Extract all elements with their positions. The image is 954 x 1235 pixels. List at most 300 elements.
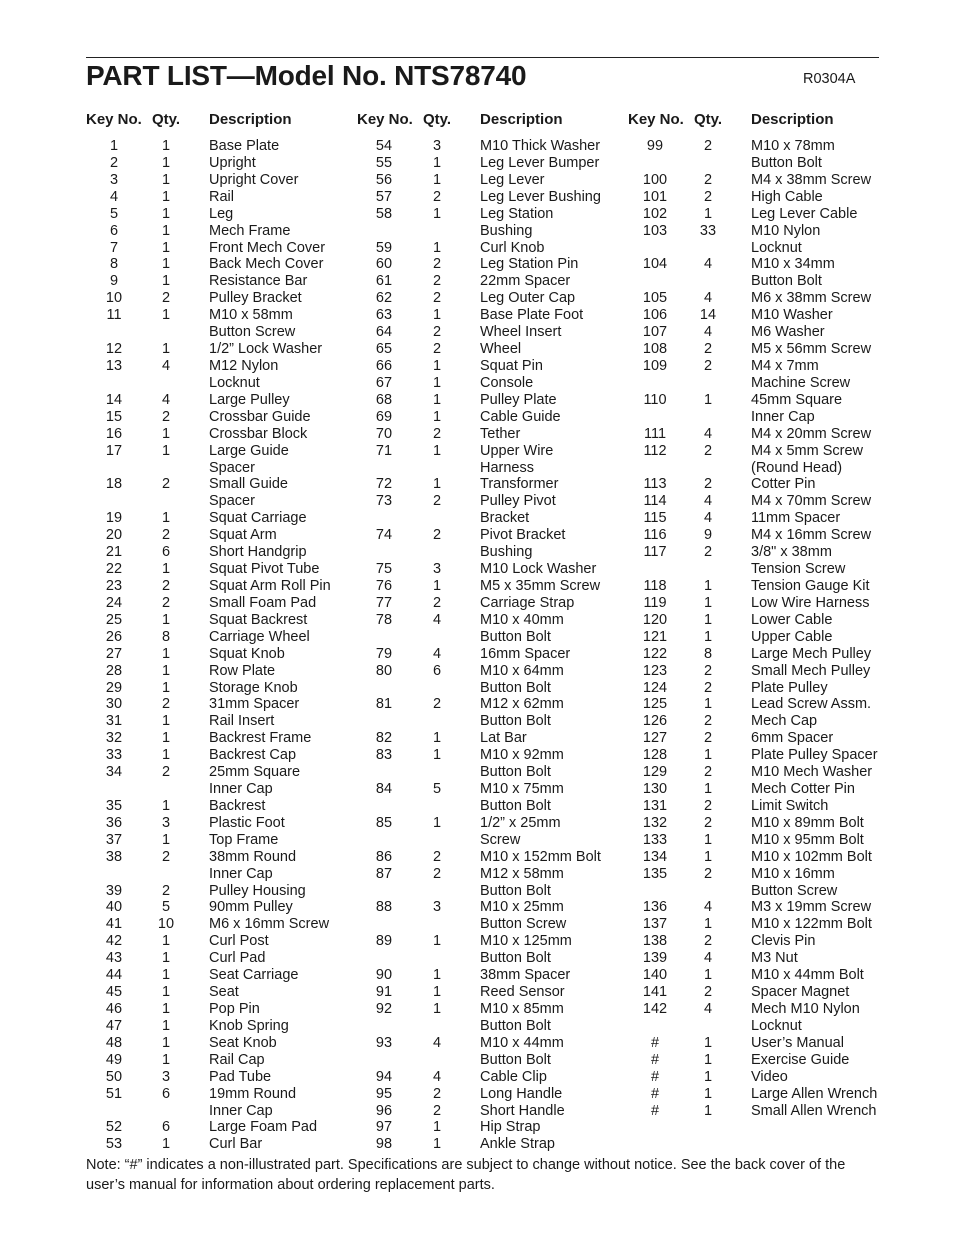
part-key-no: 37 <box>105 831 123 848</box>
part-qty: 1 <box>432 374 442 391</box>
part-description: Leg Outer Cap <box>480 290 576 307</box>
part-description: Button Bolt <box>480 628 551 645</box>
part-key-no: 101 <box>642 188 668 205</box>
part-description: Screw <box>480 831 521 848</box>
part-qty: 3 <box>161 814 171 831</box>
part-key-no: 111 <box>643 425 667 442</box>
part-description: Seat <box>209 984 239 1001</box>
part-key-no: 38 <box>105 848 123 865</box>
part-description: Row Plate <box>209 662 276 679</box>
part-qty: 4 <box>703 290 713 307</box>
part-description: Squat Carriage <box>209 510 307 527</box>
part-qty: 2 <box>161 882 171 899</box>
part-key-no: 8 <box>109 256 119 273</box>
part-description: M4 x 20mm Screw <box>751 425 872 442</box>
part-key-no: 122 <box>642 645 668 662</box>
part-key-no: 22 <box>105 561 123 578</box>
part-qty: 4 <box>703 950 713 967</box>
part-qty: 2 <box>161 594 171 611</box>
part-key-no: 1 <box>109 138 119 154</box>
part-qty: 1 <box>432 1136 442 1153</box>
part-qty: 2 <box>432 324 442 341</box>
part-key-no: 59 <box>375 239 393 256</box>
part-key-no: 138 <box>642 933 668 950</box>
part-key-no: 125 <box>642 696 668 713</box>
part-key-no: 81 <box>375 696 393 713</box>
part-description: Large Mech Pulley <box>751 645 872 662</box>
part-qty: 6 <box>161 544 171 561</box>
part-key-no: 126 <box>642 713 668 730</box>
part-key-no: 130 <box>642 781 668 798</box>
part-description: Transformer <box>480 476 559 493</box>
part-description: M10 x 78mm <box>751 138 835 154</box>
part-key-no: 104 <box>642 256 668 273</box>
part-description: 38mm Spacer <box>480 967 571 984</box>
part-qty: 14 <box>699 307 717 324</box>
part-qty: 2 <box>703 341 713 358</box>
part-description: M10 Washer <box>751 307 833 324</box>
part-qty: 2 <box>161 476 171 493</box>
part-description: Pulley Plate <box>480 391 557 408</box>
part-key-no: 34 <box>105 764 123 781</box>
part-key-no: # <box>650 1068 660 1085</box>
part-key-no: 102 <box>642 205 668 222</box>
part-description: 6mm Spacer <box>751 730 834 747</box>
part-description: Leg Lever Bumper <box>480 154 600 171</box>
part-qty: 1 <box>703 611 713 628</box>
part-description: Button Bolt <box>480 797 551 814</box>
part-key-no: 19 <box>105 510 123 527</box>
part-key-no: 2 <box>109 154 119 171</box>
part-description: Pop Pin <box>209 1001 260 1018</box>
part-qty: 2 <box>161 764 171 781</box>
part-key-no: 112 <box>643 442 667 459</box>
part-key-no: 68 <box>375 391 393 408</box>
part-qty: 1 <box>432 577 442 594</box>
part-description: Upright <box>209 154 256 171</box>
part-description: Tension Gauge Kit <box>751 577 870 594</box>
part-description: Backrest Cap <box>209 747 297 764</box>
part-qty: 2 <box>432 1102 442 1119</box>
part-qty: 1 <box>161 273 171 290</box>
part-key-no: 4 <box>109 188 119 205</box>
part-key-no: 51 <box>105 1085 123 1102</box>
part-qty: 2 <box>703 865 713 882</box>
part-key-no: 89 <box>375 933 393 950</box>
part-description: 45mm Square <box>751 391 843 408</box>
part-qty: 1 <box>161 1001 171 1018</box>
part-qty: 1 <box>703 1034 713 1051</box>
part-description: Large Allen Wrench <box>751 1085 878 1102</box>
part-description: M6 x 38mm Screw <box>751 290 872 307</box>
part-description: M10 x 44mm Bolt <box>751 967 864 984</box>
part-description: M10 x 102mm Bolt <box>751 848 872 865</box>
part-key-no: 86 <box>375 848 393 865</box>
part-description: M10 x 64mm <box>480 662 564 679</box>
part-description: Button Screw <box>751 882 838 899</box>
part-qty: 1 <box>161 933 171 950</box>
part-qty: 1 <box>432 442 442 459</box>
part-qty: 2 <box>432 290 442 307</box>
part-key-no: 5 <box>109 205 119 222</box>
part-qty: 1 <box>161 1017 171 1034</box>
part-qty: 1 <box>161 154 171 171</box>
part-key-no: 74 <box>375 527 393 544</box>
part-key-no: # <box>650 1051 660 1068</box>
part-description: Button Screw <box>480 916 567 933</box>
page-title: PART LIST—Model No. NTS78740 <box>86 60 527 91</box>
part-qty: 3 <box>432 561 442 578</box>
part-key-no: 27 <box>105 645 123 662</box>
part-description: Hip Strap <box>480 1119 541 1136</box>
part-qty: 1 <box>161 967 171 984</box>
part-key-no: 45 <box>105 984 123 1001</box>
part-description: 38mm Round <box>209 848 297 865</box>
part-qty: 1 <box>703 1051 713 1068</box>
part-description: M4 x 7mm <box>751 357 819 374</box>
part-qty: 2 <box>432 425 442 442</box>
part-qty: 1 <box>432 730 442 747</box>
part-description: M3 Nut <box>751 950 798 967</box>
part-qty: 1 <box>703 391 713 408</box>
part-description: M5 x 56mm Screw <box>751 341 872 358</box>
part-description: High Cable <box>751 188 823 205</box>
part-key-no: 69 <box>375 408 393 425</box>
part-key-no: 116 <box>643 527 667 544</box>
part-qty: 1 <box>703 628 713 645</box>
part-key-no: 14 <box>105 391 123 408</box>
part-description: M10 x 40mm <box>480 611 564 628</box>
part-description: Pulley Housing <box>209 882 306 899</box>
part-description: 90mm Pulley <box>209 899 293 916</box>
part-key-no: 134 <box>642 848 668 865</box>
header-description: Description <box>751 111 834 128</box>
part-description: Spacer Magnet <box>751 984 850 1001</box>
part-qty: 2 <box>432 188 442 205</box>
part-key-no: 64 <box>375 324 393 341</box>
part-qty: 1 <box>703 205 713 222</box>
part-key-no: 117 <box>643 544 667 561</box>
part-key-no: 39 <box>105 882 123 899</box>
document-code: R0304A <box>803 71 856 87</box>
part-key-no: 21 <box>105 544 123 561</box>
part-description: Squat Knob <box>209 645 285 662</box>
part-qty: 1 <box>432 747 442 764</box>
part-description: M3 x 19mm Screw <box>751 899 872 916</box>
part-key-no: 119 <box>643 594 667 611</box>
part-key-no: 129 <box>642 764 668 781</box>
part-key-no: 92 <box>375 1001 393 1018</box>
part-description: Button Bolt <box>480 679 551 696</box>
part-description: M4 x 16mm Screw <box>751 527 872 544</box>
part-description: M10 Nylon <box>751 222 821 239</box>
part-description: (Round Head) <box>751 459 843 476</box>
part-qty: 2 <box>703 797 713 814</box>
part-qty: 3 <box>432 899 442 916</box>
part-qty: 1 <box>161 561 171 578</box>
part-key-no: 62 <box>375 290 393 307</box>
part-key-no: # <box>650 1085 660 1102</box>
part-qty: 1 <box>703 916 713 933</box>
part-key-no: 82 <box>375 730 393 747</box>
part-key-no: 66 <box>375 357 393 374</box>
part-description: Button Bolt <box>480 950 551 967</box>
part-qty: 1 <box>161 341 171 358</box>
part-description: Reed Sensor <box>480 984 565 1001</box>
part-key-no: 11 <box>106 307 122 324</box>
part-qty: 2 <box>432 1085 442 1102</box>
part-qty: 2 <box>432 527 442 544</box>
part-qty: 2 <box>432 493 442 510</box>
part-key-no: 133 <box>642 831 668 848</box>
part-description: Locknut <box>751 1017 802 1034</box>
part-key-no: 79 <box>375 645 393 662</box>
part-description: M4 x 5mm Screw <box>751 442 863 459</box>
part-qty: 3 <box>161 1068 171 1085</box>
part-key-no: 75 <box>375 561 393 578</box>
part-description: M10 x 122mm Bolt <box>751 916 872 933</box>
part-qty: 1 <box>161 510 171 527</box>
part-qty: 2 <box>703 442 713 459</box>
part-description: Button Bolt <box>480 1017 551 1034</box>
part-description: Leg Lever Cable <box>751 205 858 222</box>
part-qty: 2 <box>432 594 442 611</box>
part-key-no: 9 <box>109 273 119 290</box>
part-description: Small Allen Wrench <box>751 1102 877 1119</box>
part-qty: 6 <box>161 1085 171 1102</box>
part-description: Short Handle <box>480 1102 565 1119</box>
part-description: 31mm Spacer <box>209 696 300 713</box>
part-description: Spacer <box>209 459 255 476</box>
part-key-no: 103 <box>642 222 668 239</box>
part-description: M6 x 16mm Screw <box>209 916 330 933</box>
part-description: Ankle Strap <box>480 1136 555 1153</box>
part-key-no: 137 <box>642 916 668 933</box>
part-description: Button Screw <box>209 324 296 341</box>
header-qty: Qty. <box>694 111 723 128</box>
part-key-no: 28 <box>105 662 123 679</box>
part-key-no: 139 <box>642 950 668 967</box>
part-description: Resistance Bar <box>209 273 308 290</box>
part-key-no: 142 <box>642 1001 668 1018</box>
part-qty: 8 <box>703 645 713 662</box>
part-description: Carriage Strap <box>480 594 575 611</box>
part-qty: 1 <box>161 239 171 256</box>
part-key-no: 94 <box>375 1068 393 1085</box>
part-description: Small Guide <box>209 476 288 493</box>
part-description: M12 x 62mm <box>480 696 564 713</box>
part-description: Knob Spring <box>209 1017 289 1034</box>
header-key-no: Key No. <box>86 111 142 128</box>
part-description: Tension Screw <box>751 561 846 578</box>
part-description: M6 Washer <box>751 324 825 341</box>
part-qty: 2 <box>703 713 713 730</box>
part-key-no: 46 <box>105 1001 123 1018</box>
part-qty: 4 <box>703 899 713 916</box>
part-key-no: 55 <box>375 154 393 171</box>
part-key-no: 91 <box>375 984 393 1001</box>
part-key-no: 23 <box>105 577 123 594</box>
part-description: Button Bolt <box>480 1051 551 1068</box>
part-key-no: 77 <box>375 594 393 611</box>
part-qty: 33 <box>699 222 717 239</box>
part-qty: 1 <box>432 307 442 324</box>
part-key-no: # <box>650 1034 660 1051</box>
part-qty: 1 <box>432 205 442 222</box>
part-key-no: 10 <box>105 290 123 307</box>
part-description: Squat Backrest <box>209 611 308 628</box>
part-description: Base Plate Foot <box>480 307 584 324</box>
part-description: Upper Cable <box>751 628 833 645</box>
part-qty: 1 <box>161 730 171 747</box>
part-key-no: 15 <box>105 408 123 425</box>
part-key-no: 95 <box>375 1085 393 1102</box>
part-key-no: 108 <box>642 341 668 358</box>
part-qty: 1 <box>161 425 171 442</box>
part-description: Small Mech Pulley <box>751 662 871 679</box>
part-key-no: 13 <box>105 357 123 374</box>
part-key-no: 96 <box>375 1102 393 1119</box>
part-qty: 2 <box>703 764 713 781</box>
part-qty: 2 <box>161 848 171 865</box>
part-qty: 1 <box>161 797 171 814</box>
part-description: M10 Mech Washer <box>751 764 873 781</box>
part-description: M10 x 95mm Bolt <box>751 831 864 848</box>
part-description: 22mm Spacer <box>480 273 571 290</box>
part-key-no: 84 <box>375 781 393 798</box>
part-key-no: 47 <box>105 1017 123 1034</box>
part-description: Button Bolt <box>480 882 551 899</box>
part-key-no: 93 <box>375 1034 393 1051</box>
part-qty: 1 <box>161 831 171 848</box>
part-description: Cotter Pin <box>751 476 816 493</box>
part-key-no: 17 <box>105 442 123 459</box>
part-key-no: 124 <box>642 679 668 696</box>
part-description: Storage Knob <box>209 679 298 696</box>
part-qty: 5 <box>161 899 171 916</box>
part-description: Leg Lever <box>480 171 545 188</box>
part-key-no: 105 <box>642 290 668 307</box>
part-qty: 1 <box>161 645 171 662</box>
part-description: Back Mech Cover <box>209 256 324 273</box>
part-qty: 1 <box>161 138 171 154</box>
part-key-no: 107 <box>642 324 668 341</box>
header-description: Description <box>480 111 563 128</box>
part-description: Pivot Bracket <box>480 527 566 544</box>
part-qty: 1 <box>161 611 171 628</box>
part-description: Wheel Insert <box>480 324 562 341</box>
part-key-no: 67 <box>375 374 393 391</box>
part-key-no: 7 <box>109 239 119 256</box>
part-description: Backrest <box>209 797 266 814</box>
part-description: Leg Lever Bushing <box>480 188 601 205</box>
part-qty: 1 <box>703 1085 713 1102</box>
part-description: Inner Cap <box>209 781 273 798</box>
part-qty: 1 <box>161 662 171 679</box>
part-description: Rail Insert <box>209 713 275 730</box>
part-qty: 1 <box>161 984 171 1001</box>
part-qty: 4 <box>703 510 713 527</box>
part-description: Backrest Frame <box>209 730 312 747</box>
part-qty: 2 <box>703 730 713 747</box>
part-qty: 4 <box>703 493 713 510</box>
part-description: Leg Station <box>480 205 554 222</box>
part-description: Plate Pulley Spacer <box>751 747 878 764</box>
part-qty: 4 <box>703 324 713 341</box>
part-description: Spacer <box>209 493 255 510</box>
part-key-no: 26 <box>105 628 123 645</box>
header-qty: Qty. <box>152 111 181 128</box>
part-description: Large Foam Pad <box>209 1119 318 1136</box>
part-key-no: 65 <box>375 341 393 358</box>
part-key-no: 128 <box>642 747 668 764</box>
part-description: Cable Guide <box>480 408 561 425</box>
part-qty: 2 <box>432 341 442 358</box>
part-qty: 1 <box>432 814 442 831</box>
part-description: Bracket <box>480 510 530 527</box>
part-qty: 2 <box>703 933 713 950</box>
part-qty: 3 <box>432 138 442 154</box>
part-qty: 2 <box>161 290 171 307</box>
part-description: Locknut <box>751 239 802 256</box>
part-key-no: 115 <box>643 510 667 527</box>
part-key-no: 63 <box>375 307 393 324</box>
part-description: Base Plate <box>209 138 280 154</box>
part-qty: 1 <box>432 1001 442 1018</box>
part-description: Bushing <box>480 544 533 561</box>
part-description: Seat Knob <box>209 1034 277 1051</box>
part-qty: 1 <box>703 967 713 984</box>
part-description: M10 x 44mm <box>480 1034 564 1051</box>
part-description: User’s Manual <box>751 1034 844 1051</box>
part-description: Plastic Foot <box>209 814 285 831</box>
part-key-no: 127 <box>642 730 668 747</box>
part-qty: 8 <box>161 628 171 645</box>
part-key-no: 136 <box>642 899 668 916</box>
part-key-no: 57 <box>375 188 393 205</box>
part-description: M10 x 92mm <box>480 747 564 764</box>
part-description: Low Wire Harness <box>751 594 870 611</box>
part-qty: 1 <box>432 171 442 188</box>
part-description: M10 x 152mm Bolt <box>480 848 601 865</box>
part-description: Plate Pulley <box>751 679 828 696</box>
part-qty: 2 <box>432 865 442 882</box>
footnote: Note: “#” indicates a non-illustrated part. Specifications are subject to change without notice. See the back cover of the user’s manual for information about ordering replacement parts. <box>86 1157 846 1193</box>
part-description: Inner Cap <box>751 408 815 425</box>
part-qty: 1 <box>432 154 442 171</box>
part-qty: 4 <box>161 391 171 408</box>
part-key-no: 49 <box>105 1051 123 1068</box>
part-key-no: 118 <box>643 577 667 594</box>
part-description: M10 x 25mm <box>480 899 564 916</box>
part-qty: 2 <box>703 476 713 493</box>
part-description: Carriage Wheel <box>209 628 310 645</box>
part-key-no: 98 <box>375 1136 393 1153</box>
part-key-no: 71 <box>375 442 393 459</box>
part-key-no: 41 <box>105 916 123 933</box>
part-description: Locknut <box>209 374 260 391</box>
part-qty: 1 <box>161 222 171 239</box>
part-key-no: 80 <box>375 662 393 679</box>
part-key-no: 131 <box>642 797 668 814</box>
part-qty: 1 <box>432 239 442 256</box>
part-description: Leg <box>209 205 234 222</box>
part-qty: 2 <box>703 984 713 1001</box>
part-description: 19mm Round <box>209 1085 297 1102</box>
part-description: Button Bolt <box>480 764 551 781</box>
part-qty: 6 <box>161 1119 171 1136</box>
part-qty: 4 <box>703 425 713 442</box>
